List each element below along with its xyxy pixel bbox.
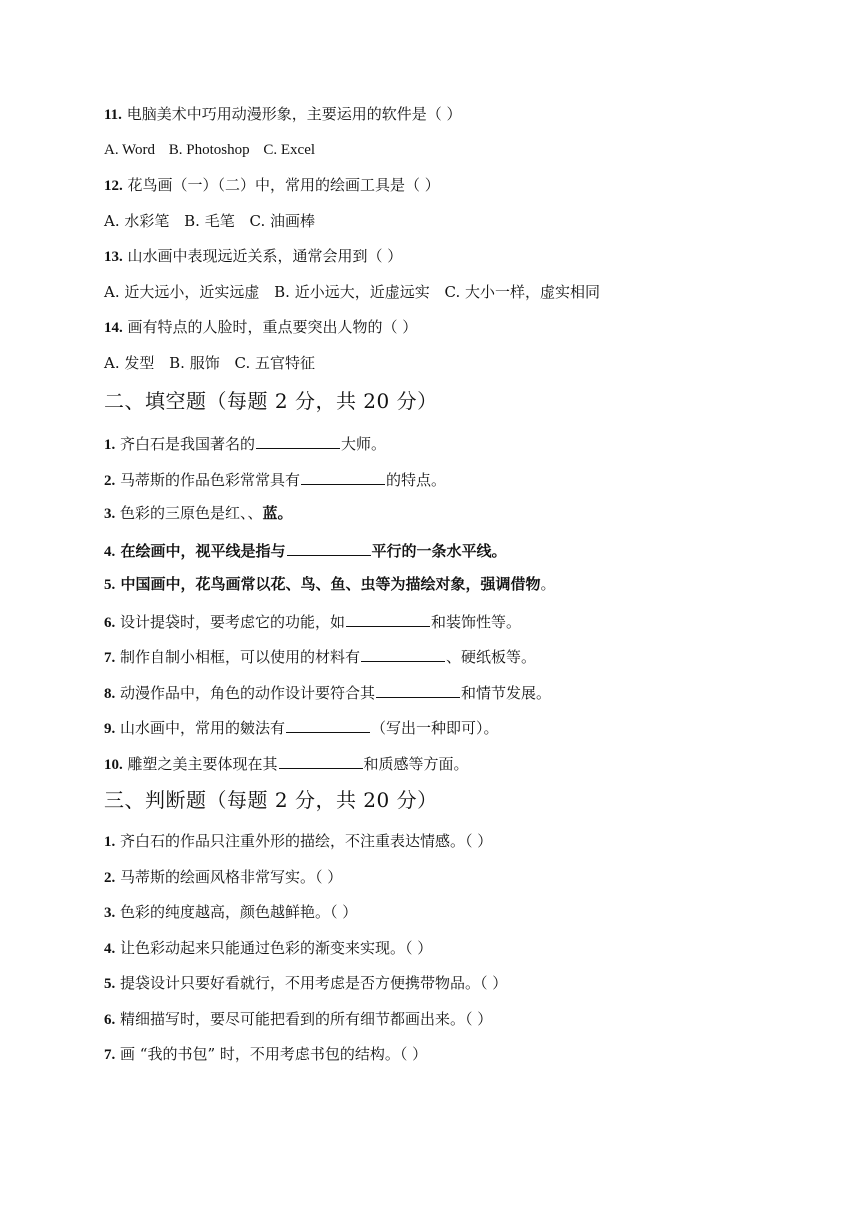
text-after: 平行的一条水平线。 bbox=[371, 541, 507, 560]
text-before: 在绘画中，视平线是指与 bbox=[120, 541, 286, 560]
judge-item-5 bbox=[104, 973, 804, 993]
answer-blank[interactable] bbox=[279, 752, 363, 769]
option-a: A. Word bbox=[104, 141, 156, 158]
option-b: B. 服饰 bbox=[169, 353, 220, 372]
text-before: 动漫作品中，角色的动作设计要符合其 bbox=[120, 683, 376, 702]
answer-blank[interactable] bbox=[346, 610, 430, 627]
fill-item-9 bbox=[104, 716, 804, 736]
question-number: 3. bbox=[104, 506, 116, 522]
question-number: 10. bbox=[104, 756, 123, 773]
question-text: 色彩的纯度越高，颜色越鲜艳。（ ） bbox=[120, 903, 358, 921]
question-number: 4. bbox=[104, 940, 116, 957]
question-text: 精细描写时，要尽可能把看到的所有细节都画出来。（ ） bbox=[120, 1009, 493, 1028]
text-after: 和情节发展。 bbox=[461, 683, 552, 702]
question-number: 7. bbox=[104, 1047, 116, 1063]
question-number: 5. bbox=[104, 577, 116, 593]
section-title-true-false: 三、判断题（每题 2 分，共 20 分） bbox=[104, 788, 438, 812]
answer-blank[interactable] bbox=[286, 716, 370, 733]
section-title-fill-in: 二、填空题（每题 2 分，共 20 分） bbox=[104, 389, 438, 413]
option-b: B. Photoshop bbox=[168, 141, 250, 158]
text-before: 齐白石是我国著名的 bbox=[120, 435, 256, 453]
text-before: 设计提袋时，要考虑它的功能，如 bbox=[120, 612, 346, 631]
text-after: 蓝。 bbox=[262, 504, 293, 522]
text-after: 。 bbox=[540, 575, 556, 593]
judge-item-3 bbox=[104, 902, 804, 922]
options-11 bbox=[104, 140, 804, 160]
question-number: 3. bbox=[104, 905, 116, 921]
question-text: 山水画中表现远近关系，通常会用到（ ） bbox=[127, 247, 403, 265]
option-a: A. 水彩笔 bbox=[104, 211, 170, 230]
fill-item-2 bbox=[104, 468, 804, 488]
question-text: 齐白石的作品只注重外形的描绘，不注重表达情感。（ ） bbox=[120, 832, 493, 850]
option-a: A. 发型 bbox=[104, 353, 155, 372]
answer-blank[interactable] bbox=[361, 645, 445, 662]
question-number: 2. bbox=[104, 869, 116, 886]
text-after: 和质感等方面。 bbox=[363, 754, 469, 773]
exam-page bbox=[104, 104, 804, 1080]
question-number: 2. bbox=[104, 472, 116, 489]
text-after: 、硬纸板等。 bbox=[446, 648, 537, 666]
question-text: 让色彩动起来只能通过色彩的渐变来实现。（ ） bbox=[120, 938, 433, 957]
question-number: 12. bbox=[104, 178, 123, 194]
question-number: 5. bbox=[104, 976, 116, 992]
fill-item-7 bbox=[104, 645, 804, 665]
text-before: 制作自制小相框，可以使用的材料有 bbox=[120, 648, 361, 666]
question-number: 14. bbox=[104, 320, 123, 336]
fill-item-3 bbox=[104, 503, 804, 523]
answer-blank[interactable] bbox=[301, 468, 385, 485]
option-b: B. 近小远大，近虚远实 bbox=[274, 282, 430, 301]
judge-item-6 bbox=[104, 1009, 804, 1029]
answer-blank[interactable] bbox=[287, 539, 371, 556]
question-number: 11. bbox=[104, 107, 122, 123]
judge-item-2 bbox=[104, 867, 804, 887]
question-11 bbox=[104, 104, 804, 124]
question-text: 画有特点的人脸时，重点要突出人物的（ ） bbox=[127, 318, 418, 336]
text-before: 马蒂斯的作品色彩常常具有 bbox=[120, 470, 301, 489]
text-before: 山水画中，常用的皴法有 bbox=[120, 719, 286, 737]
answer-blank[interactable] bbox=[376, 681, 460, 698]
option-c: C. 油画棒 bbox=[249, 211, 315, 230]
option-a: A. 近大远小，近实远虚 bbox=[104, 282, 260, 301]
options-12 bbox=[104, 211, 804, 231]
question-number: 9. bbox=[104, 721, 116, 737]
question-number: 6. bbox=[104, 1011, 116, 1028]
text-after: 和装饰性等。 bbox=[431, 612, 522, 631]
question-text: 画 “我的书包” 时，不用考虑书包的结构。（ ） bbox=[120, 1045, 428, 1063]
text-after: 大师。 bbox=[341, 435, 387, 453]
fill-item-8 bbox=[104, 681, 804, 701]
question-text: 马蒂斯的绘画风格非常写实。（ ） bbox=[120, 867, 343, 886]
question-number: 7. bbox=[104, 650, 116, 666]
fill-item-6 bbox=[104, 610, 804, 630]
question-13 bbox=[104, 246, 804, 266]
fill-item-1 bbox=[104, 432, 804, 452]
options-14 bbox=[104, 353, 804, 373]
options-13 bbox=[104, 282, 804, 302]
text-before: 色彩的三原色是红、、 bbox=[120, 504, 263, 522]
question-number: 13. bbox=[104, 249, 123, 265]
question-number: 1. bbox=[104, 437, 116, 453]
text-after: 的特点。 bbox=[386, 470, 447, 489]
question-text: 提袋设计只要好看就行，不用考虑是否方便携带物品。（ ） bbox=[120, 974, 508, 992]
judge-item-1 bbox=[104, 831, 804, 851]
judge-item-4 bbox=[104, 938, 804, 958]
option-c: C. 大小一样，虚实相同 bbox=[444, 282, 600, 301]
question-14 bbox=[104, 317, 804, 337]
question-text: 花鸟画（一）（二）中，常用的绘画工具是（ ） bbox=[127, 176, 440, 194]
question-number: 8. bbox=[104, 685, 116, 702]
question-text: 电脑美术中巧用动漫形象，主要运用的软件是（ ） bbox=[126, 105, 462, 123]
option-c: C. 五官特征 bbox=[234, 353, 315, 372]
text-before: 中国画中，花鸟画常以花、鸟、鱼、虫等为描绘对象，强调借物 bbox=[120, 575, 541, 593]
question-number: 6. bbox=[104, 614, 116, 631]
fill-item-10 bbox=[104, 752, 804, 772]
option-c: C. Excel bbox=[263, 141, 316, 158]
answer-blank[interactable] bbox=[256, 432, 340, 449]
text-after: （写出一种即可）。 bbox=[371, 719, 499, 737]
question-number: 1. bbox=[104, 834, 116, 850]
question-12 bbox=[104, 175, 804, 195]
text-before: 雕塑之美主要体现在其 bbox=[127, 754, 278, 773]
fill-item-4 bbox=[104, 539, 804, 559]
fill-item-5 bbox=[104, 574, 804, 594]
question-number: 4. bbox=[104, 543, 116, 560]
judge-item-7 bbox=[104, 1044, 804, 1064]
option-b: B. 毛笔 bbox=[184, 211, 235, 230]
